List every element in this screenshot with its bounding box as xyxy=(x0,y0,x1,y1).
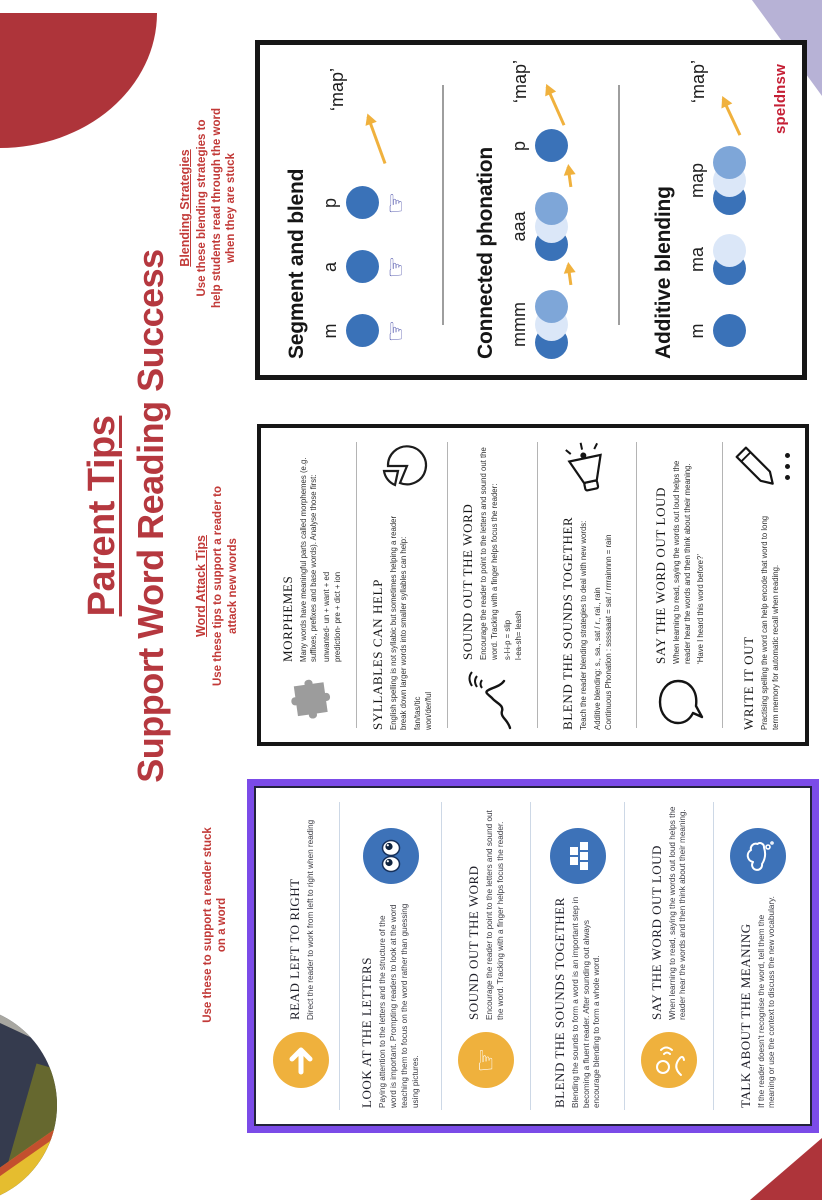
section-body: English spelling is not syllabic but sometimes helping a reader break down larger words into smaller syllables can help: xyxy=(389,515,409,730)
sound-dot xyxy=(535,290,568,323)
divider xyxy=(442,85,444,325)
sound-unit xyxy=(688,234,746,285)
section-title: TALK ABOUT THE MEANING xyxy=(737,923,753,1108)
speech-bubble-icon xyxy=(652,674,708,730)
word-attack-header-line: Use these tips to support a reader to xyxy=(212,486,225,687)
sound-dot-cluster xyxy=(535,192,568,261)
read-left-to-right-section xyxy=(264,798,339,1114)
stuck-panel xyxy=(247,779,819,1133)
section-title: SAY THE WORD OUT LOUD xyxy=(648,845,664,1020)
pencil-icon xyxy=(733,440,790,494)
section-title: Additive blending xyxy=(652,186,675,359)
section-body: When learning to read, saying the words out loud helps the reader hear the words and then think about their meaning. xyxy=(667,806,688,1020)
sound-unit xyxy=(688,146,746,215)
blend-arrow-icon xyxy=(567,265,573,285)
example-line: unwanted- un + want + ed xyxy=(322,571,332,662)
sound-label: aaa xyxy=(509,211,529,242)
section-title: BLEND THE SOUNDS TOGETHER xyxy=(560,516,576,730)
section-body: When learning to read, saying the words out loud helps the reader hear the words and then think about their meaning. xyxy=(672,460,692,664)
word-attack-header-block xyxy=(191,440,243,732)
morphemes-section xyxy=(267,440,356,730)
sound-label: a xyxy=(320,262,340,273)
sound-dot xyxy=(713,146,746,179)
word-attack-panel xyxy=(257,424,809,746)
brand-text: speldnsw xyxy=(772,64,789,134)
blending-panel xyxy=(255,40,807,380)
blending-header-title: Blending Strategies xyxy=(178,149,193,267)
brand-block xyxy=(769,52,795,134)
sound-unit xyxy=(321,309,409,353)
section-body: Direct the reader to work from left to right when reading xyxy=(305,819,315,1020)
pointing-hand-icon: ☞ xyxy=(458,1032,514,1088)
blending-header-line: Use these blending strategies to xyxy=(196,119,209,297)
section-body: Blending the sounds to form a word is an important step in becoming a fluent reader. After sounding out always encourage blending to form a whole word. xyxy=(570,896,602,1108)
blending-header-block xyxy=(178,58,237,358)
example-line: won/der/ful xyxy=(423,691,433,730)
speaking-icon xyxy=(641,1032,697,1088)
blend-sounds-section xyxy=(531,798,624,1114)
sound-out-section xyxy=(448,440,537,730)
sound-unit xyxy=(321,245,409,289)
stuck-header-line: on a word xyxy=(216,897,228,953)
additive-blending-section xyxy=(622,59,792,361)
pointing-hand-icon: ☞ xyxy=(382,319,410,343)
example-line: s-l-i-p = slip xyxy=(503,619,513,660)
sound-dot xyxy=(346,251,379,284)
connected-phonation-section xyxy=(446,59,616,361)
section-body: Practising spelling the word can help encode that word to long term memory for automatic recall when reading. xyxy=(760,515,780,730)
sound-label: m xyxy=(687,323,707,339)
puzzle-icon xyxy=(286,672,338,730)
blend-result: ‘map’ xyxy=(510,59,530,103)
sound-dot-cluster xyxy=(713,234,746,285)
section-title: LOOK AT THE LETTERS xyxy=(359,957,375,1108)
blend-result: ‘map’ xyxy=(327,67,347,111)
sound-label: mmm xyxy=(509,302,529,347)
blend-arrow-icon xyxy=(722,98,742,136)
section-body: Teach the reader blending strategies to deal with new words: xyxy=(579,520,589,730)
sound-dot xyxy=(535,130,568,163)
page-subtitle: Support Word Reading Success xyxy=(130,249,172,783)
talk-about-meaning-section xyxy=(714,798,802,1114)
sound-unit xyxy=(321,181,409,225)
photo-floor-patch xyxy=(0,1005,57,1060)
write-it-out-section xyxy=(723,440,799,730)
segment-and-blend-section xyxy=(270,59,440,361)
sound-dot xyxy=(346,315,379,348)
corner-blob-shape xyxy=(0,13,157,148)
pointing-hand-icon: ☞ xyxy=(382,191,410,215)
section-body: Paying attention to the letters and the structure of the word is important. Prompting readers to look at the word teaching them to focus on the word rather than guessing using pictures. xyxy=(378,903,420,1108)
sound-out-word-section xyxy=(442,798,530,1114)
blend-sounds-section xyxy=(538,440,636,730)
section-title: MORPHEMES xyxy=(279,575,295,662)
page-title: Parent Tips xyxy=(80,415,123,617)
sound-dot xyxy=(346,187,379,220)
section-body: Many words have meaningful parts called morphemes (e.g. suffixes, prefixes and base words). Analyse those first: xyxy=(298,457,319,662)
sound-unit xyxy=(510,290,568,359)
blend-arrow-icon xyxy=(546,86,566,126)
pie-chart-icon xyxy=(373,440,431,498)
stuck-header-line: Use these to support a reader stuck xyxy=(201,827,214,1023)
section-title: Connected phonation xyxy=(474,146,497,359)
say-out-loud-section xyxy=(637,440,722,730)
section-title: SOUND OUT THE WORD xyxy=(465,865,481,1020)
section-body: Encourage the reader to point to the letters and sound out the word. Tracking with a finger helps focus the reader. xyxy=(484,810,505,1020)
section-title: BLEND THE SOUNDS TOGETHER xyxy=(551,897,567,1108)
sound-dot xyxy=(713,315,746,348)
word-attack-header-line: attack new words xyxy=(226,538,239,634)
stuck-header-block xyxy=(192,790,238,1060)
section-title: READ LEFT TO RIGHT xyxy=(286,878,302,1020)
eyes-icon xyxy=(363,828,419,884)
example-line: Continuous Phonation : ssssaaat = sat / rrrrainnnn = rain xyxy=(603,534,613,730)
sound-label: p xyxy=(509,141,529,152)
example-line: prediction- pre + dict + ion xyxy=(333,571,343,662)
example-line: ‘Have I heard this word before?’ xyxy=(695,553,705,664)
book-photo xyxy=(0,1005,57,1200)
thought-cloud-icon xyxy=(730,828,786,884)
section-body: Encourage the reader to point to the letters and sound out the word. Tracking with a finger helps focus the reader: xyxy=(479,447,499,660)
arrow-right-icon xyxy=(273,1032,329,1088)
sound-dot xyxy=(713,234,746,267)
blend-arrow-icon xyxy=(567,167,573,187)
example-line: l-ea-sh= leash xyxy=(514,610,524,660)
sound-label: map xyxy=(687,163,707,199)
blending-header-line: help students read through the word xyxy=(210,108,223,308)
section-title: SYLLABLES CAN HELP xyxy=(370,579,386,730)
ellipsis-dots xyxy=(785,454,790,481)
blocks-icon xyxy=(550,828,606,884)
section-body: If the reader doesn't recognise the word, tell them the meaning or use the context to discuss the new vocabulary. xyxy=(756,896,777,1108)
sound-wave-icon xyxy=(468,670,516,730)
word-attack-header-title: Word Attack Tips xyxy=(194,535,209,637)
sound-unit xyxy=(510,129,568,163)
section-title: WRITE IT OUT xyxy=(741,636,757,730)
look-at-letters-section xyxy=(340,798,441,1114)
sound-dot-cluster xyxy=(713,146,746,215)
sound-label: p xyxy=(320,198,340,209)
sound-unit xyxy=(510,192,568,261)
section-title: Segment and blend xyxy=(285,168,308,359)
divider xyxy=(618,85,620,325)
say-out-loud-section xyxy=(625,798,713,1114)
example-line: Additive blending: s., sa., sat / r., rai., rain xyxy=(592,587,602,730)
section-title: SOUND OUT THE WORD xyxy=(460,503,476,660)
blend-result: ‘map’ xyxy=(688,59,708,103)
syllables-section xyxy=(357,440,446,730)
sound-label: ma xyxy=(687,247,707,273)
section-title: SAY THE WORD OUT LOUD xyxy=(653,486,669,664)
red-triangle-shape xyxy=(750,1138,822,1200)
sound-unit xyxy=(688,311,746,351)
sound-dot xyxy=(535,192,568,225)
blend-arrow-icon xyxy=(367,116,387,164)
example-line: fan/tas/tic xyxy=(412,696,422,730)
sound-label: m xyxy=(320,323,340,339)
pointing-hand-icon: ☞ xyxy=(382,255,410,279)
sound-dot-cluster xyxy=(535,290,568,359)
blending-header-line: when they are stuck xyxy=(224,153,237,263)
page-title-block xyxy=(62,247,190,785)
megaphone-icon xyxy=(561,440,613,496)
